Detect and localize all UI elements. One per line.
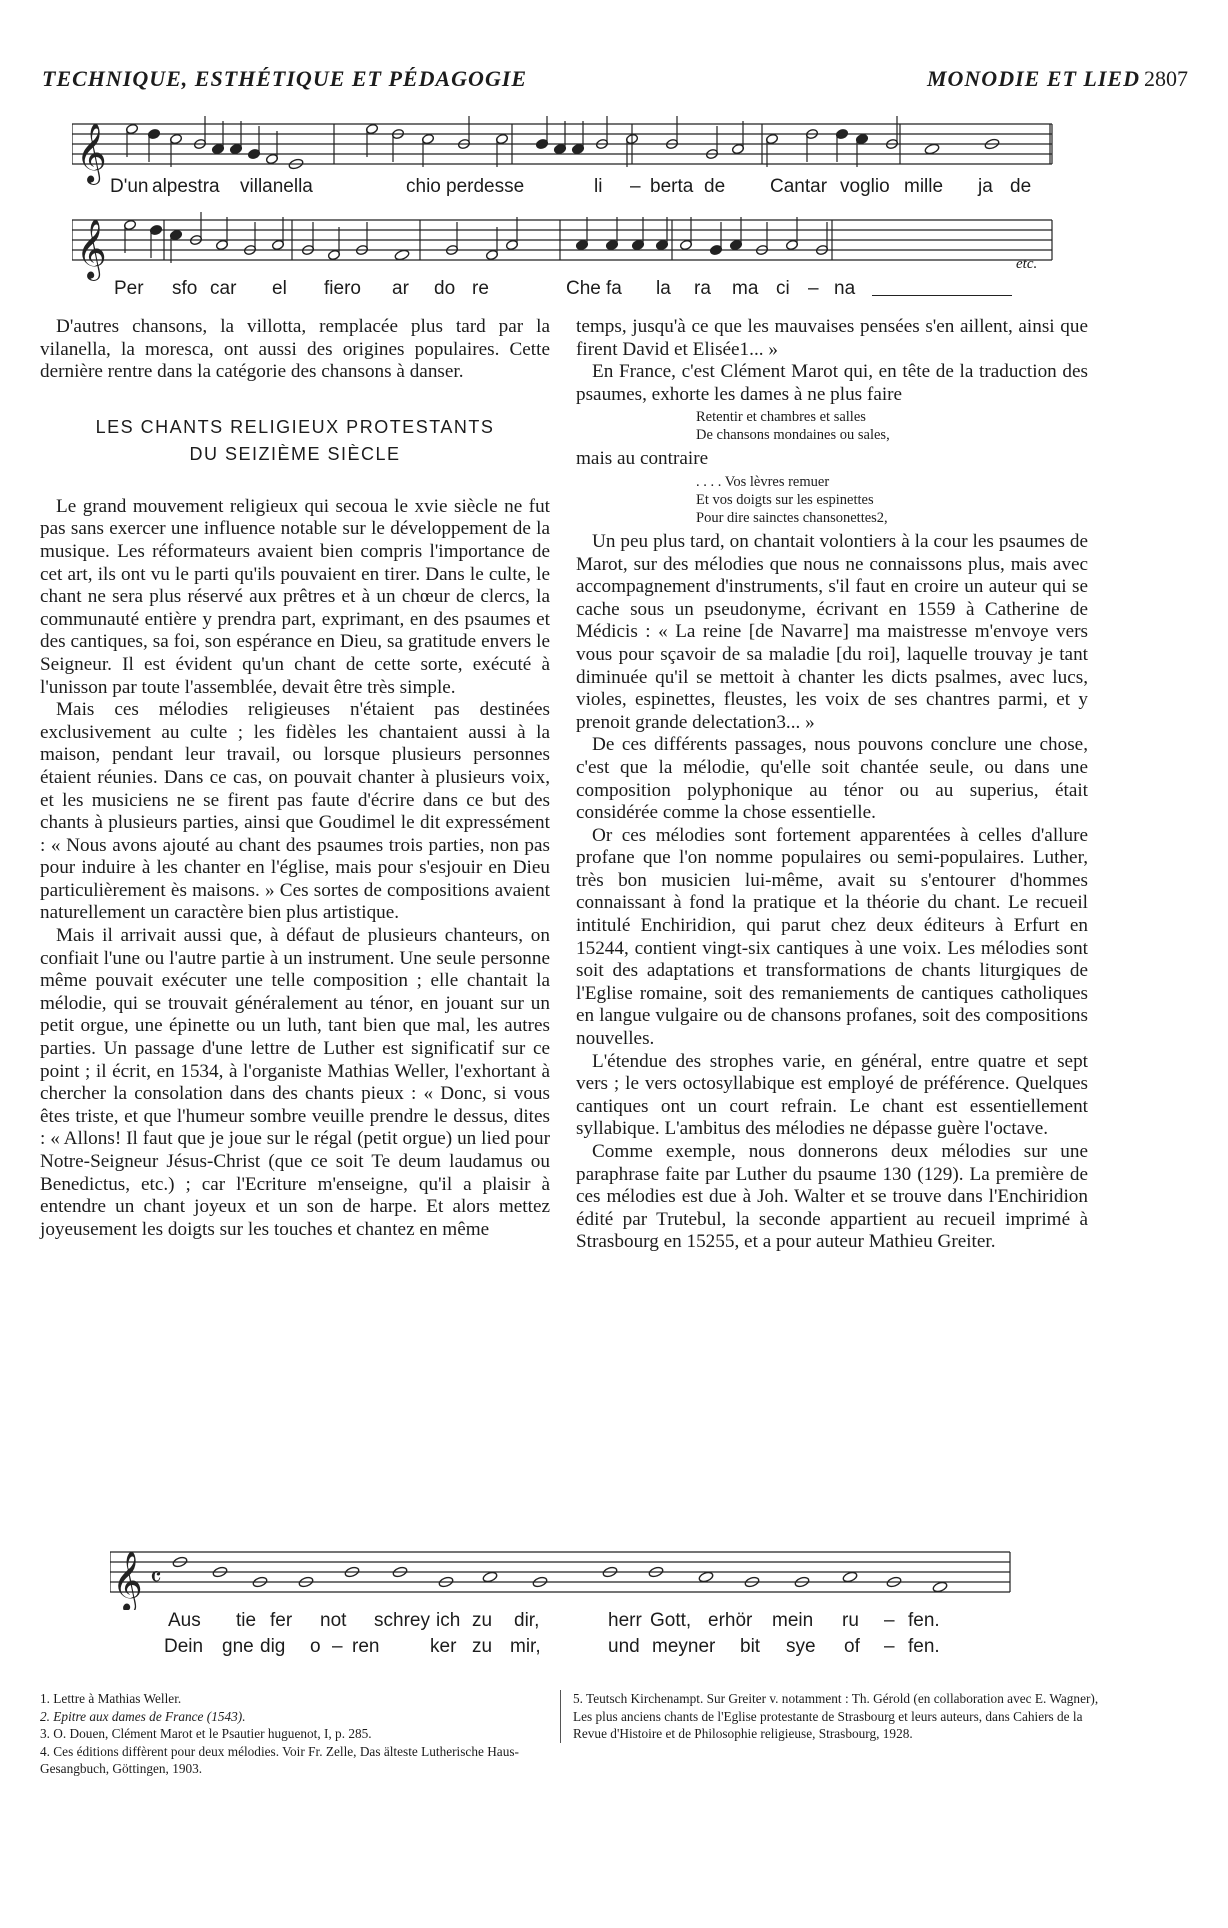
lyric: fa — [606, 278, 622, 299]
left-column — [40, 316, 550, 1241]
lyric: mir, — [510, 1636, 541, 1657]
lyric: re — [472, 278, 489, 299]
lyric: do — [434, 278, 456, 299]
section-title — [40, 414, 550, 468]
section-title-line-2: DU SEIZIÈME SIÈCLE — [189, 443, 401, 464]
lyric: ich — [436, 1610, 461, 1631]
lyric: berta — [650, 176, 694, 197]
note-head — [932, 1581, 948, 1593]
lyric: ra — [694, 278, 711, 299]
lyric: villanella — [240, 176, 313, 197]
lyric: o — [310, 1636, 321, 1657]
lyric: de — [1010, 176, 1032, 197]
lyric: la — [656, 278, 671, 299]
verse-quote-1 — [696, 408, 1088, 444]
lyric: herr — [608, 1610, 642, 1631]
lyric: sye — [786, 1636, 816, 1657]
body-paragraph: Un peu plus tard, on chantait volontiers à la cour les psaumes de Marot, sur des mélodies que nous ne connaissons plus, mais avec accompagnement d'instruments, s'il faut en croire un auteur qui se cache sous un pseudonyme, écrivant en 1559 à Catherine de Médicis : « La reine [de Navarre] ma maistresse m'envoye vers vous pour sçavoir de sa maladie [du roi], laquelle trouvay je tant diminuée qu'il se mettoit à chanter les dicts psalmes, avec lucs, violes, espinettes, fleustes, les voix de ses chantres parmi, et y prenoit grande delectation3... » — [576, 530, 1088, 733]
lyric: ar — [392, 278, 409, 299]
note-head — [842, 1571, 858, 1583]
lyric: Gott, — [650, 1610, 692, 1631]
staff-3-lyrics-1 — [110, 1610, 1030, 1636]
body-paragraph: De ces différents passages, nous pouvons conclure une chose, c'est que la mélodie, qu'elle soit chantée seule, ou dans une composition polyphonique au ténor ou au superius, était considérée comme la chose essentielle. — [576, 734, 1088, 824]
lyric: na — [834, 278, 856, 299]
verse-line: De chansons mondaines ou sales, — [696, 427, 890, 444]
body-paragraph: mais au contraire — [576, 448, 709, 470]
verse-line: Retentir et chambres et salles — [696, 409, 866, 426]
section-title-line-1: LES CHANTS RELIGIEUX PROTESTANTS — [95, 416, 495, 437]
page-number: 2807 — [1144, 66, 1188, 91]
lyric: ren — [352, 1636, 380, 1657]
lyric: perdesse — [446, 176, 525, 197]
note-head — [394, 249, 410, 261]
lyric: – — [884, 1636, 895, 1657]
body-paragraph: Le grand mouvement religieux qui secoua le xvie siècle ne fut pas sans exercer une influence notable sur le développement de la musique. Les réformateurs avaient bien compris l'importance de cet art, ils ont vu le parti qu'ils pouvaient en tirer. Dans le culte, le chant ne sera plus réservé aux prêtres et à un chœur de clercs, la communauté entière y prendra part, exprimant, en des psaumes et des cantiques, sa foi, son espérance en Dieu, sa gratitude envers le Seigneur. Il est évident qu'un chant de cette sorte, exécuté à l'unisson par toute l'assemblée, devait être très simple. — [40, 495, 550, 698]
lyric: dig — [260, 1636, 286, 1657]
body-paragraph: Or ces mélodies sont fortement apparentées à celles d'allure profane que l'on nomme populaires ou semi-populaires. Luther, très bon musicien lui-même, avait su s'entourer d'hommes connaissant à fond la pratique et la théorie du chant. Le recueil intitulé Enchiridion, qui parut chez deux éditeurs à Erfurt en 15244, contient vingt-six cantiques à une voix. Les mélodies sont soit des adaptations et transformations de chants liturgiques de l'Eglise romaine, soit des remaniements de cantiques catholiques en langue vulgaire ou de chansons profanes, soit des compositions nouvelles. — [576, 824, 1088, 1050]
footnote-2: 2. Epitre aux dames de France (1543). — [40, 1708, 246, 1724]
note-head — [482, 1571, 498, 1583]
note-head — [698, 1571, 714, 1583]
lyric: zu — [472, 1610, 493, 1631]
lyric: fer — [270, 1610, 293, 1631]
lyric: bit — [740, 1636, 761, 1657]
lyric: fiero — [324, 278, 361, 299]
lyric: zu — [472, 1636, 493, 1657]
staff-2-notation — [72, 206, 1072, 286]
music-staff-1 — [72, 110, 1072, 210]
verse-quote-2 — [696, 473, 1088, 527]
treble-clef-icon: 𝄞 — [76, 219, 107, 279]
lyric: ja — [978, 176, 993, 197]
lyric: alpestra — [152, 176, 220, 197]
verse-line: Et vos doigts sur les espinettes — [696, 491, 874, 508]
lyric: mein — [772, 1610, 814, 1631]
header-left-title: TECHNIQUE, ESTHÉTIQUE ET PÉDAGOGIE — [42, 66, 528, 91]
lyric: Che — [566, 278, 601, 299]
lyric: tie — [236, 1610, 257, 1631]
lyric: – — [332, 1636, 343, 1657]
lyric: ker — [430, 1636, 457, 1657]
body-paragraph: temps, jusqu'à ce que les mauvaises pensées s'en aillent, ainsi que firent David et Elisée1... » — [576, 316, 1088, 360]
staff-3-notation — [110, 1540, 1030, 1610]
lyric: of — [844, 1636, 860, 1657]
lyric: ci — [776, 278, 790, 299]
lyric: Aus — [168, 1610, 201, 1631]
right-column — [576, 316, 1088, 1254]
music-staff-3 — [110, 1540, 1030, 1660]
lyric: not — [320, 1610, 347, 1631]
body-paragraph: L'étendue des strophes varie, en général, entre quatre et sept vers ; le vers octosyllabique est employé de préférence. Quelques cantiques ont un court refrain. Le chant est essentiellement syllabique. L'ambitus des mélodies ne dépasse guère l'octave. — [576, 1050, 1088, 1140]
lyric: sfo — [172, 278, 198, 299]
lyric: – — [630, 176, 641, 197]
lyric: car — [210, 278, 237, 299]
lyric: meyner — [652, 1636, 716, 1657]
lyric: D'un — [110, 176, 149, 197]
lyric: ru — [842, 1610, 859, 1631]
staff-3-lyrics-2 — [110, 1636, 1030, 1662]
treble-clef-icon: 𝄞 — [112, 1551, 143, 1610]
lyric: Cantar — [770, 176, 828, 197]
lyric: mille — [904, 176, 944, 197]
note-head — [924, 143, 940, 155]
lyric: de — [704, 176, 726, 197]
verse-line: . . . . Vos lèvres remuer — [696, 473, 830, 490]
footnote-4: 4. Ces éditions diffèrent pour deux mélodies. Voir Fr. Zelle, Das älteste Lutherische Haus-Gesangbuch, Göttingen, 1903. — [40, 1743, 519, 1776]
lyric: – — [884, 1610, 895, 1631]
lyric: fen. — [908, 1610, 940, 1631]
lyric: voglio — [840, 176, 890, 197]
lyric: gne — [222, 1636, 254, 1657]
treble-clef-icon: 𝄞 — [76, 123, 107, 183]
body-paragraph: Comme exemple, nous donnerons deux mélodies sur une paraphrase faite par Luther du psaume 130 (129). La première de ces mélodies est due à Joh. Walter et se trouve dans l'Enchiridion édité par Trutebul, la seconde appartient au recueil imprimé à Strasbourg en 15255, et a pour auteur Mathieu Greiter. — [576, 1141, 1088, 1253]
lyric: erhör — [708, 1610, 753, 1631]
running-header — [42, 66, 1188, 96]
footnote-1: 1. Lettre à Mathias Weller. — [40, 1691, 182, 1706]
header-right-title: MONODIE ET LIED — [926, 66, 1140, 91]
footnote-5: 5. Teutsch Kirchenampt. Sur Greiter v. notamment : Th. Gérold (en collaboration avec E. Wagner), Les plus anciens chants de l'Eglise protestante de Strasbourg et leurs auteurs, dans Cahiers de la Revue d'Histoire et de Philosophie religieuse, Strasbourg, 1928. — [573, 1691, 1099, 1741]
etc-mark: etc. — [1016, 256, 1038, 272]
body-paragraph: Mais ces mélodies religieuses n'étaient pas destinées exclusivement au culte ; les fidèles les chantaient aussi à la maison, pendant leur travail, ou lorsque plusieurs personnes étaient réunies. Dans ce cas, on pouvait chanter à plusieurs voix, et les musiciens ne se firent pas faute d'écrire dans ce but des chants à plusieurs parties, ainsi que Goudimel le dit expressément : « Nous avons ajouté au chant des psaumes trois parties, non pas pour induire à les chanter en l'église, mais pour s'esjouir en Dieu particulièrement ès maisons. » Ces sortes de compositions avaient naturellement un caractère bien plus artistique. — [40, 699, 550, 924]
body-paragraph: Mais il arrivait aussi que, à défaut de plusieurs chanteurs, on confiait l'une ou l'autre partie à un instrument. Une seule personne même pouvait exécuter une telle composition ; elle chantait la mélodie, qui se trouvait généralement au ténor, en jouant sur un petit orgue, une épinette ou un luth, tant bien que mal, les autres parties. Un passage d'une lettre de Luther est significatif sur ce point ; il écrit, en 1534, à l'organiste Mathias Weller, l'exhortant à chercher la consolation dans des chants pieux : « Donc, si vous êtes triste, et que l'humeur sombre veuille prendre le dessus, dites : « Allons! Il faut que je joue sur le régal (petit orgue) un lied pour Notre-Seigneur Jésus-Christ (que ce soit Te deum laudamus ou Benedictus, etc.) ; car l'Ecriture m'enseigne, qu'il a plaisir à entendre un chant joyeux et un son de harpe. Et alors mettez joyeusement les doigts sur les touches et chantez en même — [40, 925, 550, 1240]
melisma-line — [872, 295, 1012, 296]
common-time-icon: 𝄴 — [150, 1563, 162, 1593]
footnotes-right — [560, 1690, 1101, 1743]
lyric: Per — [114, 278, 144, 299]
lyric: chio — [406, 176, 441, 197]
footnote-3: 3. O. Douen, Clément Marot et le Psautier huguenot, I, p. 285. — [40, 1726, 372, 1741]
lyric: dir, — [514, 1610, 540, 1631]
lyric: und — [608, 1636, 640, 1657]
intro-paragraph: D'autres chansons, la villotta, remplacée plus tard par la vilanella, la moresca, ont aussi des origines populaires. Cette dernière rentre dans la catégorie des chansons à danser. — [40, 316, 550, 383]
footnotes-left — [40, 1690, 550, 1778]
lyric: fen. — [908, 1636, 940, 1657]
staff-2-lyrics — [72, 278, 1072, 304]
music-staff-2 — [72, 206, 1072, 306]
lyric: ma — [732, 278, 759, 299]
lyric: – — [808, 278, 819, 299]
lyric: el — [272, 278, 287, 299]
staff-1-lyrics — [72, 176, 1072, 202]
lyric: schrey — [374, 1610, 430, 1631]
body-paragraph: En France, c'est Clément Marot qui, en tête de la traduction des psaumes, exhorte les dames à ne plus faire — [576, 361, 1088, 405]
verse-line: Pour dire sainctes chansonettes2, — [696, 509, 888, 526]
lyric: li — [594, 176, 603, 197]
lyric: Dein — [164, 1636, 204, 1657]
